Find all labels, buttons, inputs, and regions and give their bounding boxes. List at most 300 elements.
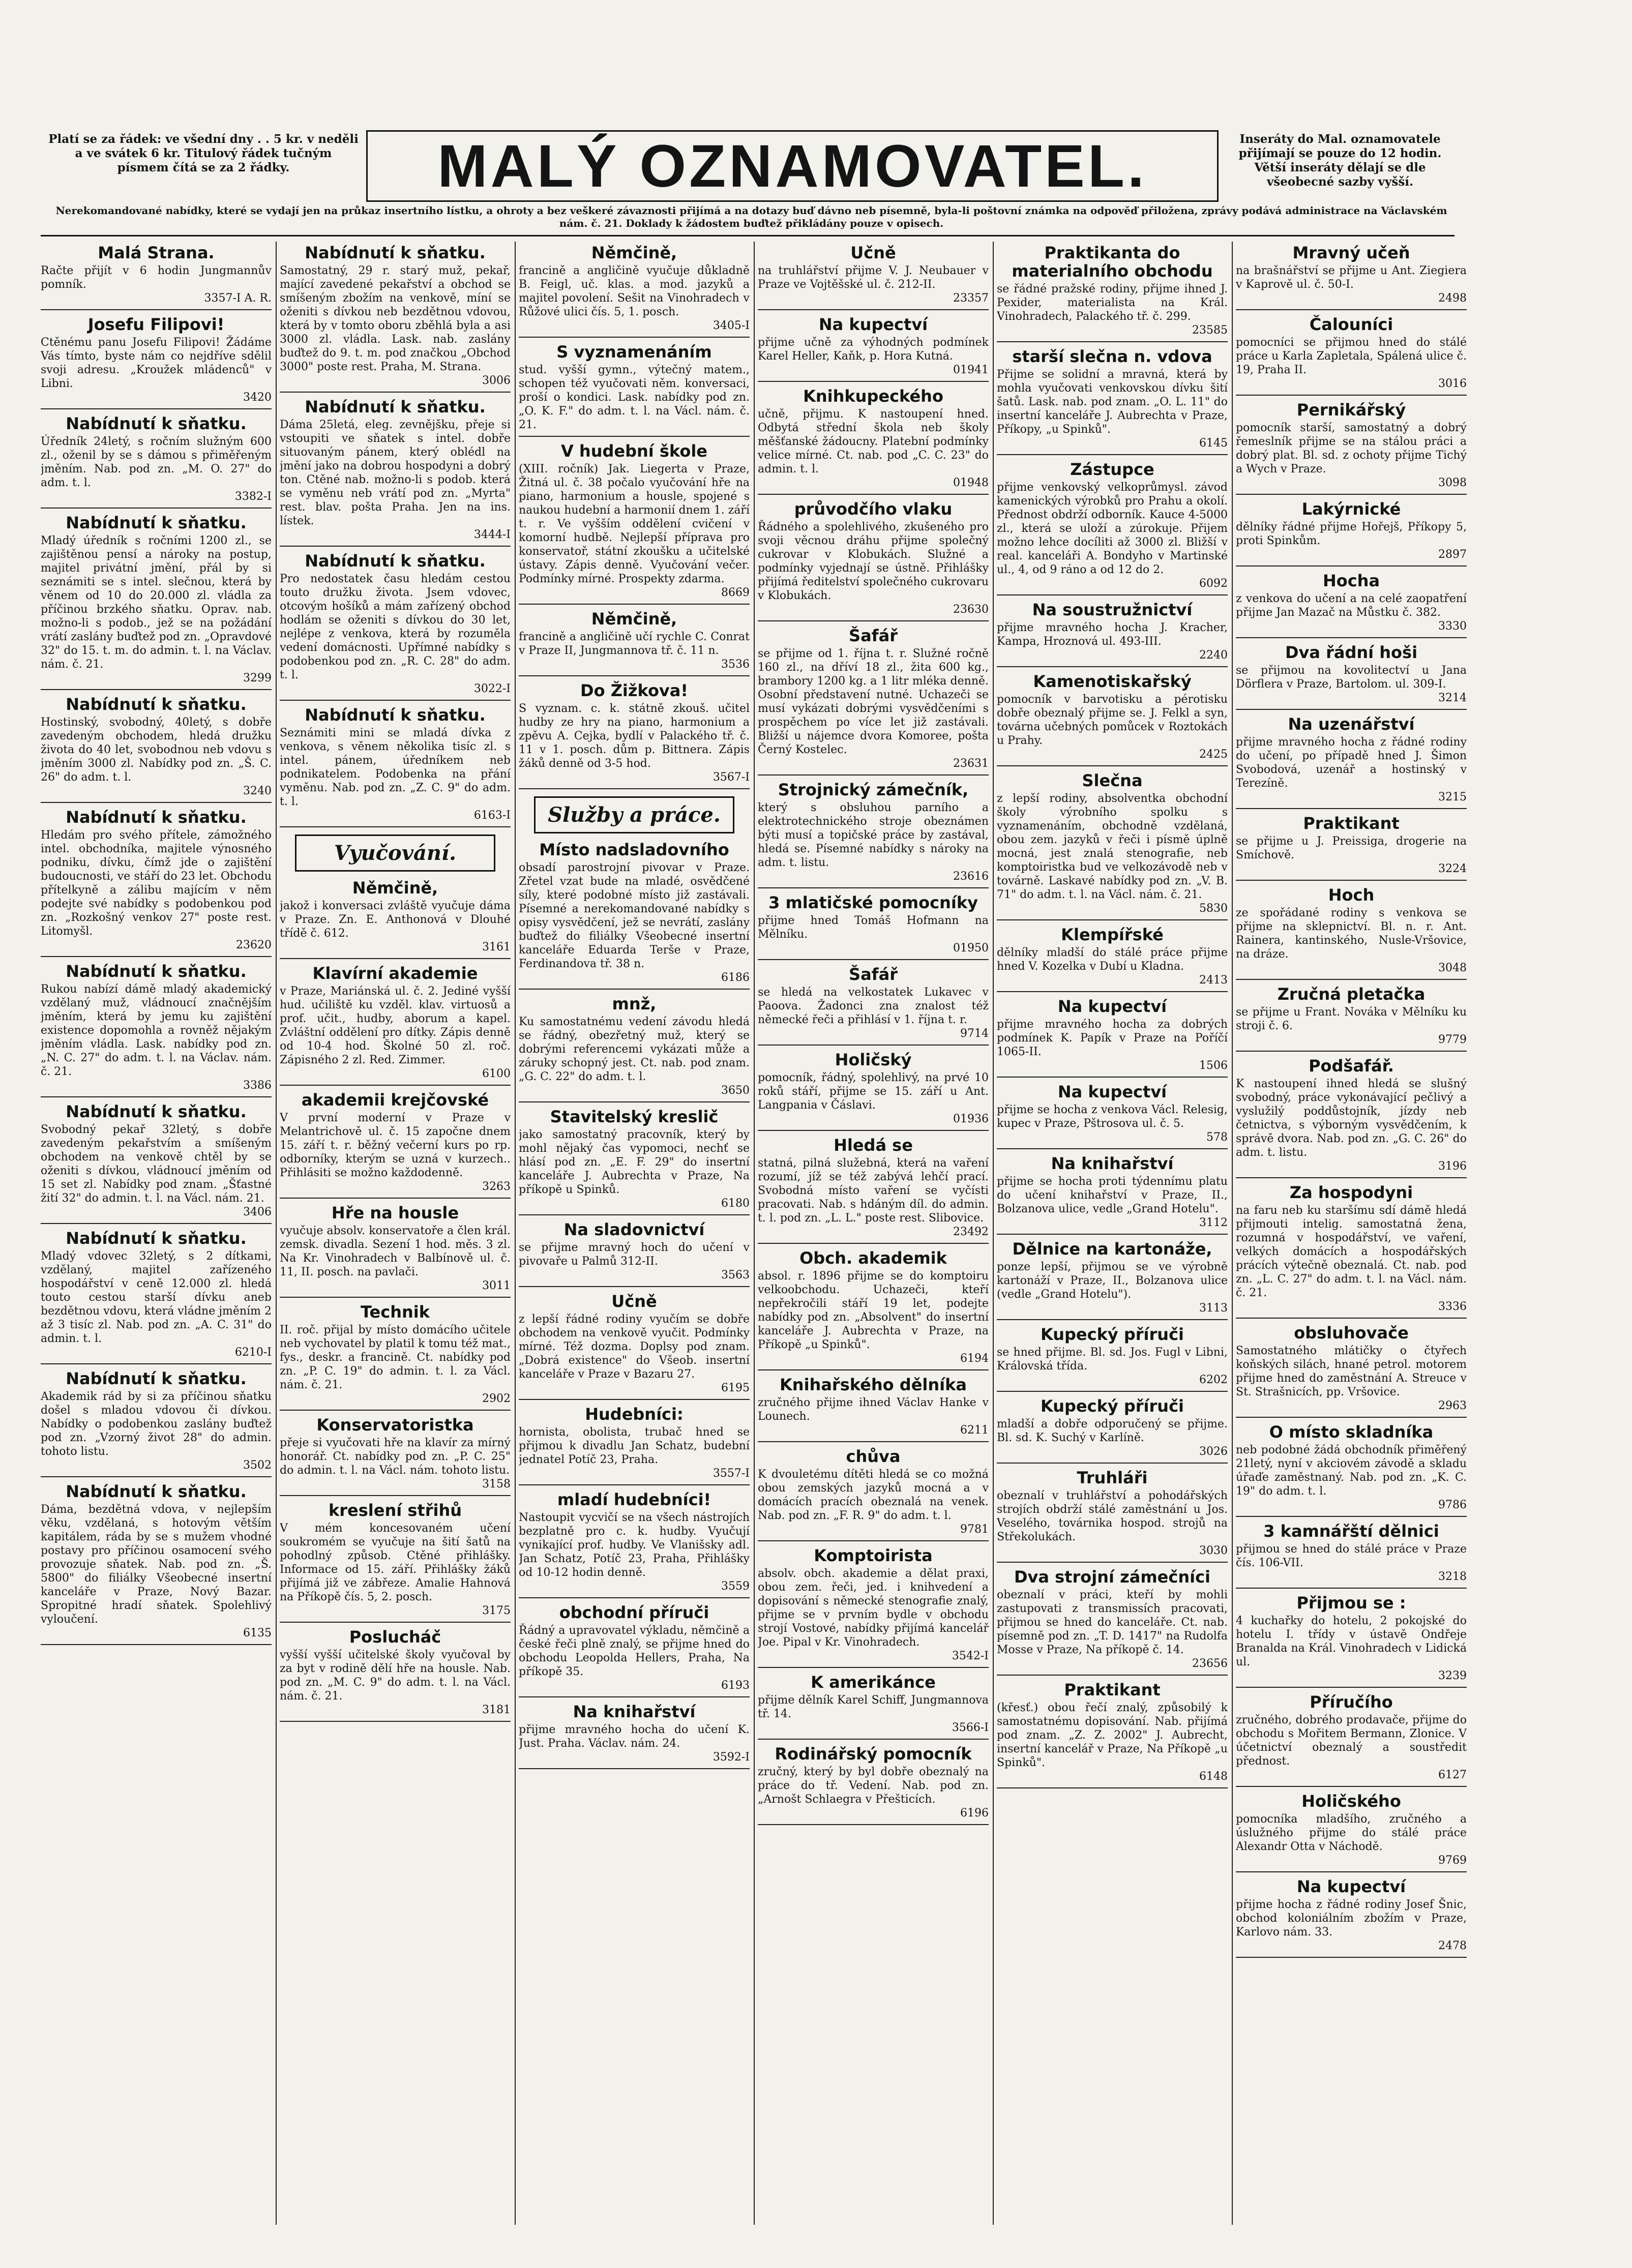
classified-ad (1236, 572, 1467, 638)
ad-code: 3016 (1438, 377, 1467, 390)
ad-code: 3592-I (713, 1751, 750, 1764)
ad-heading: 3 kamnářští dělnici (1263, 1521, 1439, 1541)
ad-text: Hledám pro svého přítele, zámožného intel. obchodníka, majitele výnosného podniku, dívku, čímž jde o zajištění budoucnosti, ve stáří do 23 let. Obchodu přítelkyně a zálibu majícím v něm podejte své nabídky s podobenkou pod zn. „Rozkošný venkov 27" poste rest. Litomyšl. (41, 829, 272, 938)
ad-code: 3022-I (473, 682, 511, 695)
classified-ad (519, 1405, 750, 1485)
ad-text: ponze lepší, přijmou se ve výrobně kartonáží v Praze, II., Bolzanova ulice (vedle „Grand Hotelu"). (997, 1261, 1228, 1301)
classified-ad (758, 1745, 989, 1825)
ad-text: se řádné pražské rodiny, přijme ihned J. Pexider, materialista na Král. Vinohradech, Palackého tř. č. 299. (997, 283, 1228, 323)
classified-ad (280, 1303, 511, 1411)
classified-ad (758, 1136, 989, 1244)
classified-ad (519, 1220, 750, 1287)
ad-code: 3181 (482, 1704, 511, 1716)
ad-code: 5830 (1199, 902, 1228, 915)
ad-heading: Nabídnutí k sňatku. (305, 551, 486, 571)
ad-text: obeznalí v práci, kteří by mohli zastupovati z transmissích pracovati, přijmou se hned do kanceláře. Ct. nab. písemně pod zn. „T. D. 1417" na Rudolfa Mosse v Praze, Na příkopě č. 14. (997, 1589, 1228, 1656)
ad-text: přijme mravného hocha za dobrých podmínek K. Papík v Praze na Poříčí 1065-II. (997, 1018, 1228, 1058)
classified-ad (997, 347, 1228, 455)
ad-text: přeje si vyučovati hře na klavír za mírný honorář. Ct. nabídky pod zn. „P. C. 25" do admin. t. l. na Václ. nám. tohoto listu. (280, 1437, 511, 1477)
ad-code: 6194 (960, 1352, 989, 1365)
insertion-notice: Inseráty do Mal. oznamovatele přijímají se pouze do 12 hodin. Větší inseráty dělají se dle všeobecné sazby vyšší. (1238, 132, 1442, 189)
column-3 (519, 242, 750, 2235)
ad-heading: Nabídnutí k sňatku. (305, 705, 486, 725)
ad-text: pomocník starší, samostatný a dobrý řemeslník přijme se na stálou práci a dobrý plat. Bl. sd. z ochoty přijme Tichý a Wych v Praze. (1236, 422, 1467, 475)
ad-text: Dáma 25letá, eleg. zevnějšku, přeje si vstoupiti ve sňatek s intel. dobře situovaným pánem, který oblédl na jmění jako na dobrou hospodyni a dobrý ton. Ctěné nab. možno-li s podob. která se vyměnu neb vrátí pod zn. „Myrta" rest. blav. pošta Praha. Jen na ins. lístek. (280, 419, 511, 527)
column-divider (993, 242, 994, 2225)
classified-ad (41, 414, 272, 509)
ad-heading: Pernikářský (1296, 400, 1406, 420)
classified-ad (1236, 643, 1467, 710)
classified-ad (758, 1051, 989, 1131)
ad-code: 6135 (243, 1627, 272, 1639)
ad-text: se hledá na velkostatek Lukavec v Paoova. Žadonci zna znalost též německé řeči a přihlásí v 1. října t. r. (758, 986, 989, 1026)
ad-text: přijme se hocha z venkova Václ. Relesig, kupec v Praze, Pštrosova ul. č. 5. (997, 1103, 1228, 1130)
classified-ad (519, 1603, 750, 1697)
ad-heading: Šafář (849, 965, 898, 984)
ad-heading: Hudebníci: (585, 1405, 684, 1424)
ad-code: 6210-I (234, 1346, 272, 1359)
ad-code: 6196 (960, 1807, 989, 1819)
ad-code: 3420 (243, 391, 272, 404)
ad-code: 23616 (953, 870, 989, 883)
classified-ad (519, 442, 750, 605)
classified-ad (41, 1229, 272, 1364)
classified-ad (758, 965, 989, 1046)
ad-heading: Praktikant (1303, 814, 1400, 833)
ad-code: 23492 (953, 1226, 989, 1238)
classified-ad (997, 1325, 1228, 1392)
ad-text: obsadí parostrojní pivovar v Praze. Zřetel vzat bude na mladé, osvědčené síly, které podobné místo již zastávali. Písemné a nerekomandované nabídky s opisy vysvědčení, jež se nevrátí, zaslány buďtež do filiálky Všeobecné insertní kanceláře Eduarda Terše v Praze, Ferdinandova tř. 38 n. (519, 861, 750, 970)
ad-heading: Na kupectví (818, 315, 928, 334)
ad-text: zručného, dobrého prodavače, přijme do obchodu s Mořitem Bermann, Zlonice. V účetnictví obeznalý a soustředit přednost. (1236, 1714, 1467, 1768)
classified-ad (997, 997, 1228, 1078)
ad-code: 3048 (1438, 962, 1467, 974)
ad-text: Dáma, bezdětná vdova, v nejlepším věku, vzdělaná, s hotovým větším kapitálem, ráda by se s mužem vhodné postavy pro příčinou osamocení svého provozuje sňatek. Nab. pod zn. „Š. 5800" do filiálky Všeobecné insertní kanceláře v Praze, Nový Bazar. Spropitné hradí sňatek. Spolehlivý vyloučení. (41, 1503, 272, 1626)
ad-heading: Hledá se (834, 1136, 913, 1155)
classified-ad (758, 500, 989, 621)
ad-heading: Zástupce (1070, 460, 1154, 479)
ad-code: 01936 (953, 1113, 989, 1125)
ad-code: 6195 (721, 1382, 750, 1394)
ad-heading: Slečna (1082, 771, 1143, 790)
classified-ad (1236, 1324, 1467, 1418)
ad-text: zručný, který by byl dobře obeznalý na práce do tř. Vedení. Nab. pod zn. „Arnošt Schlaegra v Přešticích. (758, 1766, 989, 1806)
classified-ad (1236, 1423, 1467, 1517)
ad-text: jako samostatný pracovník, který by mohl nějaký čas vypomoci, nechť se hlásí pod zn. „E. F. 29" do insertní kanceláře J. Aubrechta v Praze, Na příkopě u Spinků. (519, 1128, 750, 1196)
classified-ad (41, 962, 272, 1097)
ad-heading: Nabídnutí k sňatku. (66, 1482, 247, 1501)
ad-code: 3406 (243, 1206, 272, 1218)
ad-text: Seznámiti mini se mladá dívka z venkova, s věnem několika tisíc zl. s intel. pánem, úředníkem neb podnikatelem. Podobenka na přání vyměnu. Nab. pod zn. „Z. C. 9" do adm. t. l. (280, 727, 511, 808)
classified-ad (519, 841, 750, 990)
ad-text: Nastoupit vycvičí se na všech nástrojích bezplatně pro c. k. hudby. Vyučují vynikající prof. hudby. Ve Vlanišsky adl. Jan Schatz, Potíč 23, Praha, Přihlášky od 10-12 hodin denně. (519, 1511, 750, 1579)
ad-text: na faru neb ku staršímu sdí dámě hledá přijmouti intelig. samostatná žena, rozumná v hospodářství, ve vaření, velkých domácích a hospodářských prácích výtečně obeznalá. Ct. nab. pod zn. „L. C. 27" do adm. t. l. na Václ. nám. č. 21. (1236, 1204, 1467, 1299)
ad-heading: Příručího (1310, 1692, 1393, 1712)
ad-code: 3161 (482, 941, 511, 953)
administration-notice: Nerekomandované nabídky, které se vydají jen na průkaz insertního lístku, a ohroty a bez veškeré závaznosti přijímá a na dotazy buď dávno neb písemně, byla-li poštovní známka na odpověď přiložena, zprávy podává administrace na Václavském nám. č. 21. Doklady k žádostem buďtež přikládány pouze v opisech. (55, 204, 1447, 229)
ad-code: 6186 (721, 971, 750, 984)
classified-ad (1236, 1057, 1467, 1178)
ad-heading: Komptoirista (814, 1546, 933, 1565)
column-6 (1236, 242, 1467, 2235)
ad-code: 578 (1206, 1131, 1228, 1144)
classified-ad (280, 398, 511, 547)
ad-code: 3175 (482, 1604, 511, 1617)
column-4 (758, 242, 989, 2235)
ad-heading: Klavírní akademie (312, 964, 478, 983)
ad-heading: Na knihařství (573, 1702, 696, 1721)
classified-ad (1236, 1522, 1467, 1589)
classified-ad (41, 1102, 272, 1224)
ad-text: Úředník 24letý, s ročním služným 600 zl., oženil by se s dámou s přiměřeným jměním. Nab. pod zn. „M. O. 27" do adm. t. l. (41, 435, 272, 489)
classified-ad (1236, 500, 1467, 566)
ad-heading: Nabídnutí k sňatku. (66, 513, 247, 532)
ad-text: dělníky mladší do stálé práce přijme hned V. Kozelka v Dubí u Kladna. (997, 946, 1228, 973)
ad-heading: starší slečna n. vdova (1012, 347, 1212, 366)
ad-text: Řádný a upravovatel výkladu, němčině a české řeči plně znalý, se přijme hned do obchodu Leopolda Hellers, Praha, Na příkopě 35. (519, 1624, 750, 1678)
ad-text: se přijme u Frant. Nováka v Mělníku ku stroji č. 6. (1236, 1006, 1467, 1032)
ad-code: 3196 (1438, 1160, 1467, 1173)
ad-heading: Čalouníci (1309, 315, 1393, 334)
classified-ad (41, 808, 272, 957)
ad-text: Ctěnému panu Josefu Filipovi! Žádáme Vás tímto, byste nám co nejdříve sdělil svoji adresu. „Kroužek mládenců" v Libni. (41, 336, 272, 390)
ad-heading: Kupecký příruči (1040, 1325, 1184, 1344)
ad-text: 4 kuchařky do hotelu, 2 pokojské do hotelu I. třídy v ústavě Ondřeje Branalda na Král. Vinohradech v Lidická ul. (1236, 1615, 1467, 1668)
ad-heading: Na sladovnictví (563, 1220, 705, 1239)
ad-code: 01950 (953, 942, 989, 954)
ad-code: 01941 (953, 364, 989, 376)
classified-ad (997, 1681, 1228, 1788)
ad-text: hornista, obolista, trubač hned se přijmou k divadlu Jan Schatz, budební jednatel Potíč 23, Praha. (519, 1426, 750, 1466)
classified-ad (758, 626, 989, 775)
ad-text: Mladý úředník s ročními 1200 zl., se zajištěnou pensí a nároky na postup, majitel privátní jmění, přál by si seznámiti se s intel. slečnou, která by věnem od 10 do 20.000 zl. vládla za příčinou brzkého sňatku. Oprav. nab. možno-li s podob., jež se na požádání vrátí zaslány buďtež pod zn. „Opravdové 32" do 15. t. m. do admin. t. l. na Václav. nám. č. 21. (41, 534, 272, 671)
ad-text: vyšší vyšší učitelské školy vyučoval by za byt v rodině dělí hře na housle. Nab. pod zn. „M. C. 9" do adm. t. l. na Václ. nám. č. 21. (280, 1649, 511, 1703)
ad-text: přijmou se hned do stálé práce v Praze čís. 106-VII. (1236, 1543, 1467, 1569)
ad-heading: Němčině, (352, 878, 438, 898)
ad-text: se přijme od 1. října t. r. Služné ročně 160 zl., na dříví 18 zl., žita 600 kg., brambory 1200 kg. a 1 litr mléka denně. Osobní představení nutné. Uchazeči se musí vykázati dobrými vysvědčeními s prospěchem po více let již zastávali. Bližší u nájemce dvora Komoree, pošta Černý Kostelec. (758, 647, 989, 756)
ad-heading: Technik (360, 1302, 430, 1322)
classified-ad (997, 1568, 1228, 1676)
classified-ad (1236, 401, 1467, 495)
classified-ad (997, 601, 1228, 667)
ad-text: Přijme se solidní a mravná, která by mohla vyučovati venkovskou dívku šití šatů. Lask. nab. pod znam. „O. L. 11" do insertní kanceláře J. Aubrechta v Praze, Příkopy, „u Spinků". (997, 368, 1228, 436)
ad-text: na truhlářství přijme V. J. Neubauer v Praze ve Vojtěšské ul. č. 212-II. (758, 264, 989, 291)
ad-code: 3214 (1438, 692, 1467, 704)
ad-text: (XIII. ročník) Jak. Liegerta v Praze, Žitná ul. č. 38 počalo vyučování hře na piano, harmonium a housle, spojené s naukou hudební a harmonií dnem 1. září t. r. Ve vyšším oddělení cvičení v komorní hudbě. Nejlepší příprava pro konservatoř, státní zkoušku a učitelské ústavy. Zápis denně. Vyučování večer. Podmínky mírné. Prospekty zdarma. (519, 463, 750, 585)
ad-text: absolv. obch. akademie a dělat praxi, obou zem. řeči, jed. i knihvedení a dopisování s německé stenografie znalý, přijme se v prvním bydle v obchodu strojí Vostové, nabídky přijímá kancelář Joe. Pipal v Kr. Vinohradech. (758, 1567, 989, 1649)
ad-text: na brašnářství se přijme u Ant. Ziegiera v Kaprově ul. č. 50-I. (1236, 264, 1467, 291)
ad-heading: mladí hudebníci! (557, 1490, 711, 1509)
column-divider (754, 242, 755, 2225)
ad-heading: V hudební škole (561, 441, 707, 461)
ad-code: 3224 (1438, 862, 1467, 875)
classified-ad (758, 1249, 989, 1370)
ad-code: 2240 (1199, 649, 1228, 662)
ad-text: Hostinský, svobodný, 40letý, s dobře zavedeným obchodem, hledá družku života do 40 let, svobodnou neb vdovu s jměním 3000 zl. Nabídky pod zn. „Š. C. 26" do adm. t. l. (41, 716, 272, 784)
ad-code: 6092 (1199, 577, 1228, 590)
classified-ad (280, 1416, 511, 1496)
ad-code: 6180 (721, 1197, 750, 1210)
classified-ad (519, 1490, 750, 1598)
ad-text: V mém koncesovaném učení soukromém se vyučuje na šití šatů na pohodlný způsob. Ctěné přihlášky. Informace od 15. září. Přihlášky žáků přijímá již ve zábřeze. Amalie Hahnová na Příkopě čís. 5, 2. posch. (280, 1522, 511, 1603)
ad-code: 6163-I (473, 809, 511, 822)
ad-code: 01948 (953, 476, 989, 489)
ad-code: 3357-I A. R. (204, 292, 272, 305)
classified-ad (997, 672, 1228, 766)
ad-heading: Holičský (835, 1050, 912, 1069)
ad-code: 9769 (1438, 1854, 1467, 1867)
ad-text: přijme mravného hocha do učení K. Just. Praha. Václav. nám. 24. (519, 1723, 750, 1750)
ad-code: 3557-I (713, 1467, 750, 1480)
classified-ad (758, 1673, 989, 1740)
ad-heading: 3 mlatičské pomocníky (768, 893, 978, 912)
ad-heading: Na kupectví (1057, 1082, 1167, 1101)
classified-ad (1236, 715, 1467, 809)
ad-code: 3405-I (713, 319, 750, 332)
ad-text: (křesť.) obou řečí znalý, způsobilý k samostatnému dopisování. Nab. přijímá pod znam. „Z. Z. 2002" J. Aubrecht, insertní kancelář v Praze, Na Příkopě „u Spinků". (997, 1702, 1228, 1769)
ad-heading: Hoch (1328, 885, 1375, 905)
ad-code: 3563 (721, 1269, 750, 1281)
ad-heading: Šafář (849, 626, 898, 645)
ad-text: z lepší rodiny, absolventka obchodní školy výrobního spolku s vyznamenáním, obchodně vzdělaná, obou zem. jazyků v řeči i písmě úplně mocná, jest znalá stenografie, neb komptoiristka bud ve velkozávodě neb v továrně. Laskavé nabídky pod zn. „V. B. 71" do adm. t. l. na Václ. nám. č. 21. (997, 792, 1228, 901)
classified-ad (519, 610, 750, 676)
ad-heading: Mravný učeň (1292, 243, 1410, 262)
ad-text: jakož i konversaci zvláště vyučuje dáma v Praze. Zn. E. Anthonová v Dlouhé třídě č. 612. (280, 900, 511, 940)
ad-text: Rukou nabízí dámě mladý akademický vzdělaný muž, vládnoucí značnějším jměním, která by jemu ku zajištění existence dopomohla a rovněž nějakým jměním vládla. Lask. nabídky pod zn. „N. C. 27" do adm. t. l. na Václav. nám. č. 21. (41, 983, 272, 1078)
section-heading-box: Služby a práce. (534, 796, 734, 833)
ad-code: 6145 (1199, 437, 1228, 450)
ad-code: 2425 (1199, 748, 1228, 761)
ad-heading: O místo skladníka (1269, 1422, 1434, 1442)
ad-heading: Přijmou se : (1296, 1593, 1406, 1613)
classified-ad (41, 1482, 272, 1645)
ad-heading: Kamenotiskařský (1033, 672, 1192, 691)
ad-text: Svobodný pekař 32letý, s dobře zavedeným pekařstvím a smíšeným obchodem na venkově chtěl by se oženiti s dívkou, vládnoucí jměním od 15 set zl. Nabídky pod znam. „Šťastné žití 32" do admin. t. l. na Václ. nám. 21. (41, 1123, 272, 1205)
ad-code: 3011 (482, 1279, 511, 1292)
page-title: MALÝ OZNAMOVATEL. (366, 130, 1219, 202)
ad-text: francině a angličině učí rychle C. Conrat v Praze II, Jungmannova tř. č. 11 n. (519, 631, 750, 657)
ad-text: pomocník v barvotisku a pérotisku dobře obeznalý přijme se. J. Felkl a syn, továrna učebných pomůcek v Roztokách u Prahy. (997, 693, 1228, 747)
ad-code: 23357 (953, 292, 989, 305)
ad-text: vyučuje absolv. konservatoře a člen král. zemsk. divadla. Sezení 1 hod. měs. 3 zl. Na Kr. Vinohradech v Balbínově ul. č. 11, II. posch. na pavlači. (280, 1225, 511, 1278)
ad-text: II. roč. přijal by místo domácího učitele neb vychovatel by platil k tomu též mat., fys., deskr. a francině. Ct. nabídky pod zn. „P. C. 19" do admin. t. l. za Václ. nám. č. 21. (280, 1324, 511, 1391)
classified-ad (519, 681, 750, 789)
ad-heading: Nabídnutí k sňatku. (66, 808, 247, 827)
ad-text: pomocníci se přijmou hned do stálé práce u Karla Zapletala, Spálená ulice č. 19, Praha II. (1236, 336, 1467, 376)
classified-ad (1236, 315, 1467, 396)
ad-code: 6193 (721, 1679, 750, 1692)
ad-code: 3444-I (473, 528, 511, 541)
ad-heading: Místo nadsladovního (539, 840, 729, 859)
ad-code: 3559 (721, 1580, 750, 1593)
ad-code: 3240 (243, 785, 272, 797)
ad-code: 6148 (1199, 1770, 1228, 1783)
ad-text: ze spořádané rodiny s venkova se přijme na sklepnictví. Bl. n. r. Ant. Rainera, kantinského, Nusle-Vršovice, na dráze. (1236, 907, 1467, 961)
classified-ad (280, 1628, 511, 1722)
ad-code: 9714 (960, 1027, 989, 1040)
ad-text: pomocníka mladšího, zručného a úslužného přijme do stálé práce Alexandr Otta v Náchodě. (1236, 1813, 1467, 1853)
ad-code: 3030 (1199, 1544, 1228, 1557)
ad-heading: Němčině, (591, 243, 677, 262)
section-heading-box: Vyučování. (295, 834, 495, 872)
classified-ad (41, 315, 272, 409)
classified-ad (997, 244, 1228, 342)
ad-code: 23656 (1192, 1657, 1228, 1670)
ad-code: 3336 (1438, 1300, 1467, 1313)
ad-text: z lepší řádné rodiny vyučím se dobře obchodem na venkově vyučit. Podmínky mírné. Též dozma. Doplsy pod znam. „Dobrá existence" do Všeob. insertní kanceláře v Praze v Bazaru 27. (519, 1313, 750, 1381)
classified-ad (758, 315, 989, 382)
ad-code: 9786 (1438, 1499, 1467, 1511)
classified-ad (519, 244, 750, 338)
ad-heading: Němčině, (591, 609, 677, 629)
ad-code: 23631 (953, 757, 989, 770)
ad-code: 23630 (953, 603, 989, 616)
ad-code: 23585 (1192, 324, 1228, 337)
ad-text: Akademik rád by si za příčinou sňatku došel s mladou vdovou či dívkou. Nabídky o podobenkou zaslány buďtež pod zn. „Vzorný život 28" do admin. tohoto listu. (41, 1390, 272, 1458)
ad-text: přijme mravného hocha J. Kracher, Kampa, Hroznová ul. 493-III. (997, 621, 1228, 648)
ad-code: 3566-I (952, 1721, 989, 1734)
classified-ad (758, 1546, 989, 1668)
ad-heading: Obch. akademik (799, 1248, 947, 1268)
ad-code: 6127 (1438, 1769, 1467, 1781)
classified-ad (997, 1240, 1228, 1320)
ad-code: 3542-I (952, 1650, 989, 1662)
classified-ad (41, 1369, 272, 1477)
ad-code: 3215 (1438, 791, 1467, 803)
classified-ad (758, 1447, 989, 1541)
ad-text: zručného přijme ihned Václav Hanke v Lounech. (758, 1396, 989, 1423)
classified-ad (280, 706, 511, 827)
ad-text: dělníky řádné přijme Hořejš, Příkopy 5, proti Spinkům. (1236, 521, 1467, 547)
classified-ad (1236, 244, 1467, 310)
ad-text: přijme venkovský velkoprůmysl. závod kamenických výrobků pro Prahu a okolí. Přednost obdrží odborník. Kauce 4-5000 zl., která se uloží a zúrokuje. Přijem možno lehce docíliti až 3000 zl. Bližší v real. kanceláři A. Bondyho v Martinské ul., 4, od 9 ráno a od 12 do 2. (997, 481, 1228, 576)
classified-ad (997, 460, 1228, 595)
classified-ad (519, 1292, 750, 1400)
ad-code: 3026 (1199, 1445, 1228, 1458)
ad-code: 2498 (1438, 292, 1467, 305)
ad-heading: Poslucháč (349, 1627, 441, 1647)
ad-text: francině a angličině vyučuje důkladně B. Feigl, uč. klas. a mod. jazyků a majitel povolení. Sešit na Vinohradech v Růžové ulici čís. 5, 1. posch. (519, 264, 750, 318)
ad-heading: mnž, (612, 994, 657, 1013)
ad-code: 2897 (1438, 548, 1467, 561)
ad-text: Pro nedostatek času hledám cestou touto družku života. Jsem vdovec, otcovým hošíků a mám zařízený obchod hodlám se oženiti s dívkou do 30 let, nejlépe z venkova, která by rozuměla vedení domácnosti. Upřímné nabídky s podobenkou pod zn. „R. C. 28" do adm. t. l. (280, 573, 511, 681)
classified-ad (280, 552, 511, 701)
ad-heading: kreslení střihů (328, 1501, 462, 1520)
ad-code: 3650 (721, 1084, 750, 1097)
column-divider (276, 242, 277, 2225)
ad-heading: chůva (846, 1447, 901, 1466)
classified-ad (758, 893, 989, 960)
ad-heading: Na uzenářství (1288, 714, 1415, 734)
ad-text: statná, pilná služebná, která na vaření rozumí, jíž se též zabývá lehčí prací. Svobodná místo vaření se vyčísti pracovati. Nab. s hdáným díl. do admin. t. l. pod zn. „L. L." poste rest. Slibovice. (758, 1157, 989, 1225)
classified-ad (997, 1397, 1228, 1464)
ad-text: se hned přijme. Bl. sd. Jos. Fugl v Libni, Královská třída. (997, 1346, 1228, 1372)
classified-columns (41, 242, 1467, 2235)
ad-code: 6202 (1199, 1374, 1228, 1386)
ad-heading: Malá Strana. (98, 243, 215, 262)
ad-heading: Podšafář. (1309, 1056, 1394, 1076)
ad-heading: Do Žižkova! (580, 681, 688, 700)
ad-code: 3386 (243, 1079, 272, 1092)
ad-code: 3218 (1438, 1570, 1467, 1583)
ad-text: stud. vyšší gymn., výtečný matem., schopen též vyučovati něm. konversaci, proší o kondici. Lask. nabídky pod zn. „O. K. F." do adm. t. l. na Václ. nám. č. 21. (519, 364, 750, 431)
ad-code: 3299 (243, 672, 272, 684)
ad-code: 9779 (1438, 1033, 1467, 1046)
ad-text: Řádného a spolehlivého, zkušeného pro svoji věcnou dráhu přijme společný cukrovar v Klobukách. Služné a podmínky vyjednají se ústně. Přihlášky přijímá ředitelství společného cukrovaru v Klobukách. (758, 521, 989, 602)
ad-code: 23620 (236, 939, 272, 951)
ad-text: přijme mravného hocha z řádné rodiny do učení, po případě hned J. Šimon Svobodová, uzenář a hostinský v Terezíně. (1236, 736, 1467, 790)
ad-text: K dvouletému dítěti hledá se co možná obou zemských jazyků mocná a v domácích pracích obeznalá na venek. Nab. pod zn. „F. R. 9" do adm. t. l. (758, 1468, 989, 1522)
ad-code: 2902 (482, 1392, 511, 1405)
ad-heading: Učně (850, 243, 896, 262)
ad-code: 3006 (482, 374, 511, 387)
ad-text: který s obsluhou parního a elektrotechnického stroje obeznámen býti musí a topičské práce by zastával, hledá se. Písemné nabídky s nároky na adm. t. listu. (758, 801, 989, 869)
ad-code: 2413 (1199, 974, 1228, 987)
ad-heading: Knihařského dělníka (780, 1375, 967, 1394)
ad-code: 3502 (243, 1459, 272, 1472)
ad-heading: Dva strojní zámečníci (1014, 1567, 1211, 1587)
ad-heading: Rodinářský pomocník (775, 1744, 972, 1764)
ad-text: Ku samostatnému vedení závodu hledá se řádný, obezřetný muž, který se dobrými referencemi vykázati může a záruky schopný jest. Ct. nab. pod znam. „G. C. 22" do adm. t. l. (519, 1016, 750, 1083)
ad-code: 3112 (1199, 1216, 1228, 1229)
column-divider (1232, 242, 1233, 2225)
classified-ad (997, 1154, 1228, 1235)
classified-ad (1236, 985, 1467, 1052)
classified-ad (758, 387, 989, 495)
ad-heading: Lakýrnické (1301, 499, 1401, 519)
classified-ad (1236, 1792, 1467, 1872)
ad-heading: obchodní příruči (559, 1603, 709, 1622)
ad-text: Samostatného mlátičky o čtyřech koňských silách, hnané petrol. motorem přijme hned do zaměstnání A. Streuce v St. Strašnicích, pp. Vršovice. (1236, 1345, 1467, 1398)
ad-heading: Na kupectví (1057, 997, 1167, 1016)
classified-ad (997, 771, 1228, 920)
ad-heading: Dva řádní hoši (1285, 643, 1418, 662)
ad-heading: S vyznamenáním (556, 342, 712, 362)
ad-text: z venkova do učení a na celé zaopatření přijme Jan Mazač na Můstku č. 382. (1236, 592, 1467, 619)
ad-heading: obsluhovače (1294, 1323, 1409, 1342)
ad-heading: Knihkupeckého (803, 386, 943, 406)
ad-heading: Kupecký příruči (1040, 1396, 1184, 1416)
classified-ad (1236, 886, 1467, 980)
classified-ad (519, 1108, 750, 1215)
ad-text: Samostatný, 29 r. starý muž, pekař, mající zavedené pekařství a obchod se smíšeným zbožím na venkově, míní se oženiti s dívkou neb bezdětnou vdovou, která by v tomto oboru zběhlá byla a asi 3000 zl. vládla. Lask. nab. zaslány buďtež do 9. t. m. pod značkou „Obchod 3000" poste rest. Praha, M. Strana. (280, 264, 511, 373)
ad-text: přijme se hocha proti týdennímu platu do učení knihařství v Praze, II., Bolzanova ulice, vedle „Grand Hotelu". (997, 1175, 1228, 1215)
ad-heading: Josefu Filipovi! (87, 315, 225, 334)
masthead (41, 127, 1455, 229)
classified-ad (280, 1204, 511, 1298)
ad-heading: Truhláři (1077, 1468, 1148, 1487)
ad-heading: Na soustružnictví (1032, 600, 1193, 619)
classified-ad (280, 964, 511, 1086)
ad-code: 1506 (1199, 1059, 1228, 1072)
classified-ad (1236, 1877, 1467, 1958)
ad-heading: Nabídnutí k sňatku. (66, 1229, 247, 1248)
ad-text: se přijme mravný hoch do učení v pivovaře u Palmů 312-II. (519, 1241, 750, 1268)
ad-heading: Na knihařství (1051, 1154, 1174, 1173)
ad-text: K nastoupení ihned hledá se slušný svobodný, práce vykonávající pečlivý a vyslužilý poddůstojník, jízdy neb četnictva, s výborným vysvědčením, k správě dvora. Nab. pod zn. „G. C. 26" do adm. t. listu. (1236, 1078, 1467, 1159)
ad-text: pomocník, řádný, spolehlivý, na prvé 10 roků stáří, přijme se 15. září u Ant. Langpania v Čáslavi. (758, 1071, 989, 1112)
ad-text: neb podobné žádá obchodník přiměřený 21letý, nyní v akciovém závodě a skladu úřaďe zaměstnaný. Nab. pod zn. „K. C. 19" do adm. t. l. (1236, 1444, 1467, 1498)
ad-heading: Holičského (1301, 1792, 1401, 1811)
ad-heading: akademii krejčovské (301, 1090, 489, 1110)
header-divider (41, 235, 1455, 236)
ad-text: S vyznam. c. k. státně zkouš. učitel hudby ze hry na piano, harmonium a zpěvu A. Cejka, bydlí v Palackého tř. č. 11 v 1. posch. dům p. Bittnera. Zápis žáků denně od 3-5 hod. (519, 702, 750, 770)
classified-ad (519, 343, 750, 437)
ad-heading: Stavitelský kreslič (550, 1107, 719, 1126)
ad-heading: Klempířské (1061, 925, 1164, 944)
ad-code: 3113 (1199, 1302, 1228, 1315)
classified-ad (1236, 1594, 1467, 1688)
